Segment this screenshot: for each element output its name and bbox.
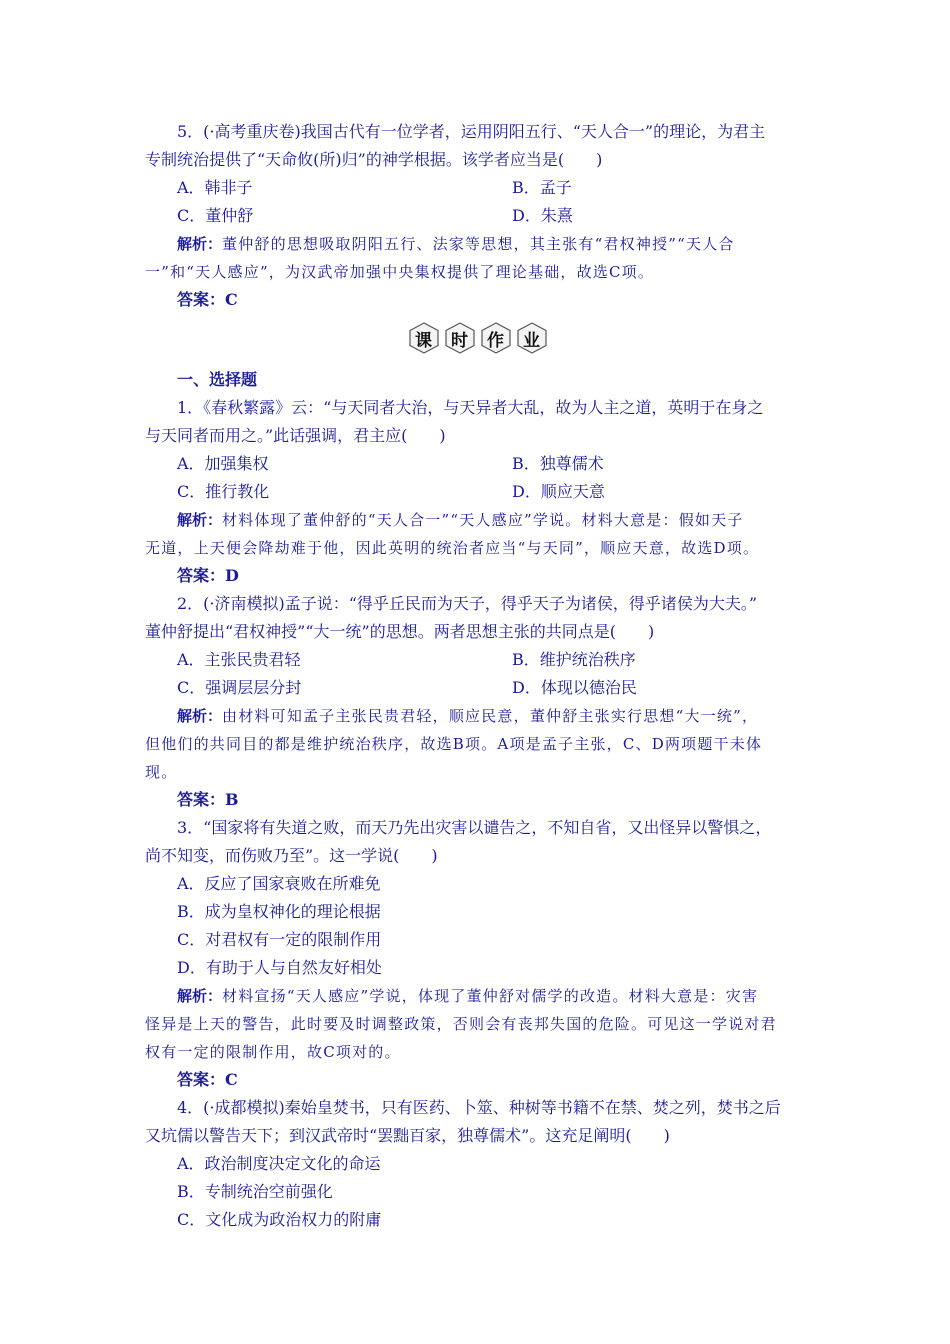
explanation-text: 权有一定的限制作用，故C项对的。 — [145, 1043, 401, 1061]
explanation — [145, 702, 810, 730]
explanation-label: 解析： — [177, 707, 223, 725]
explanation-text: 但他们的共同目的都是维护统治秩序，故选B项。A项是孟子主张，C、D两项题干未体 — [145, 735, 763, 753]
explanation-text: 一”和“天人感应”，为汉武帝加强中央集权提供了理论基础，故选C项。 — [145, 263, 655, 281]
banner-char: 时 — [451, 330, 468, 351]
answer: 答案：B — [177, 790, 239, 809]
option-d: D．朱熹 — [512, 206, 573, 225]
question-stem: 专制统治提供了“天命攸(所)归”的神学根据。该学者应当是( ) — [145, 150, 603, 169]
explanation-label: 解析： — [177, 235, 223, 253]
options-row — [145, 478, 810, 506]
section-title: 一、选择题 — [177, 370, 258, 389]
question-stem: 3．“国家将有失道之败，而天乃先出灾害以谴告之，不知自省，又出怪异以警惧之， — [177, 818, 772, 837]
options-row — [145, 174, 810, 202]
question-4 — [145, 1094, 810, 1234]
option-b: B．成为皇权神化的理论根据 — [177, 902, 381, 921]
explanation-text: 董仲舒的思想吸取阴阳五行、法家等思想，其主张有“君权神授”“天人合 — [222, 235, 735, 253]
explanation-text: 怪异是上天的警告，此时要及时调整政策，否则会有丧邦失国的危险。可见这一学说对君 — [145, 1015, 777, 1033]
option-d: D．有助于人与自然友好相处 — [177, 958, 382, 977]
banner-char: 课 — [415, 330, 432, 351]
option-a: A．反应了国家衰败在所难免 — [177, 874, 381, 893]
options-row — [145, 674, 810, 702]
options-row — [145, 646, 810, 674]
explanation-text: 材料宣扬“天人感应”学说，体现了董仲舒对儒学的改造。材料大意是：灾害 — [222, 987, 759, 1005]
explanation — [145, 230, 810, 258]
option-a: A．韩非子 — [177, 178, 253, 197]
explanation-label: 解析： — [177, 511, 223, 529]
option-c: C．董仲舒 — [177, 206, 254, 225]
options-row — [145, 450, 810, 478]
option-c: C．文化成为政治权力的附庸 — [177, 1210, 382, 1229]
answer: 答案：C — [177, 290, 238, 309]
option-b: B．专制统治空前强化 — [177, 1182, 333, 1201]
option-d: D．顺应天意 — [512, 482, 605, 501]
explanation-text: 无道，上天便会降劫难于他，因此英明的统治者应当“与天同”，顺应天意，故选D项。 — [145, 539, 760, 557]
question-1 — [145, 394, 810, 590]
explanation-text: 由材料可知孟子主张民贵君轻，顺应民意，董仲舒主张实行思想“大一统”， — [222, 707, 759, 725]
question-3 — [145, 814, 810, 1094]
document-page — [145, 118, 810, 1234]
answer: 答案：C — [177, 1070, 238, 1089]
banner-char: 业 — [523, 330, 540, 351]
question-stem: 1．《春秋繁露》云：“与天同者大治，与天异者大乱，故为人主之道，英明于在身之 — [177, 398, 764, 417]
question-stem: 又坑儒以警告天下；到汉武帝时“罢黜百家，独尊儒术”。这充足阐明( ) — [145, 1126, 670, 1145]
explanation-text: 现。 — [145, 763, 178, 781]
question-stem: 2．(·济南模拟)孟子说：“得乎丘民而为天子，得乎天子为诸侯，得乎诸侯为大夫。” — [177, 594, 758, 613]
question-stem: 5．(·高考重庆卷)我国古代有一位学者，运用阴阳五行、“天人合一”的理论，为君主 — [177, 122, 766, 141]
options-row — [145, 202, 810, 230]
option-a: A．政治制度决定文化的命运 — [177, 1154, 381, 1173]
banner-hexagon — [479, 321, 513, 355]
banner-char: 作 — [487, 330, 504, 351]
option-a: A．加强集权 — [177, 454, 269, 473]
explanation — [145, 506, 810, 534]
question-2 — [145, 590, 810, 814]
question-stem: 董仲舒提出“君权神授”“大一统”的思想。两者思想主张的共同点是( ) — [145, 622, 655, 641]
banner-hexagon — [443, 321, 477, 355]
option-b: B．维护统治秩序 — [512, 650, 636, 669]
question-stem: 与天同者而用之。”此话强调，君主应( ) — [145, 426, 446, 445]
option-b: B．孟子 — [512, 178, 572, 197]
question-stem: 4．(·成都模拟)秦始皇焚书，只有医药、卜筮、种树等书籍不在禁、焚之列，焚书之后 — [177, 1098, 781, 1117]
explanation — [145, 982, 810, 1010]
explanation-label: 解析： — [177, 987, 223, 1005]
option-a: A．主张民贵君轻 — [177, 650, 301, 669]
option-d: D．体现以德治民 — [512, 678, 637, 697]
banner-hexagon — [407, 321, 441, 355]
question-5 — [145, 118, 810, 314]
question-stem: 尚不知变，而伤败乃至”。这一学说( ) — [145, 846, 438, 865]
explanation-text: 材料体现了董仲舒的“天人合一”“天人感应”学说。材料大意是：假如天子 — [222, 511, 744, 529]
answer: 答案：D — [177, 566, 239, 585]
option-b: B．独尊儒术 — [512, 454, 604, 473]
option-c: C．对君权有一定的限制作用 — [177, 930, 382, 949]
option-c: C．强调层层分封 — [177, 678, 302, 697]
banner-hexagon — [515, 321, 549, 355]
homework-banner — [145, 316, 810, 360]
option-c: C．推行教化 — [177, 482, 270, 501]
